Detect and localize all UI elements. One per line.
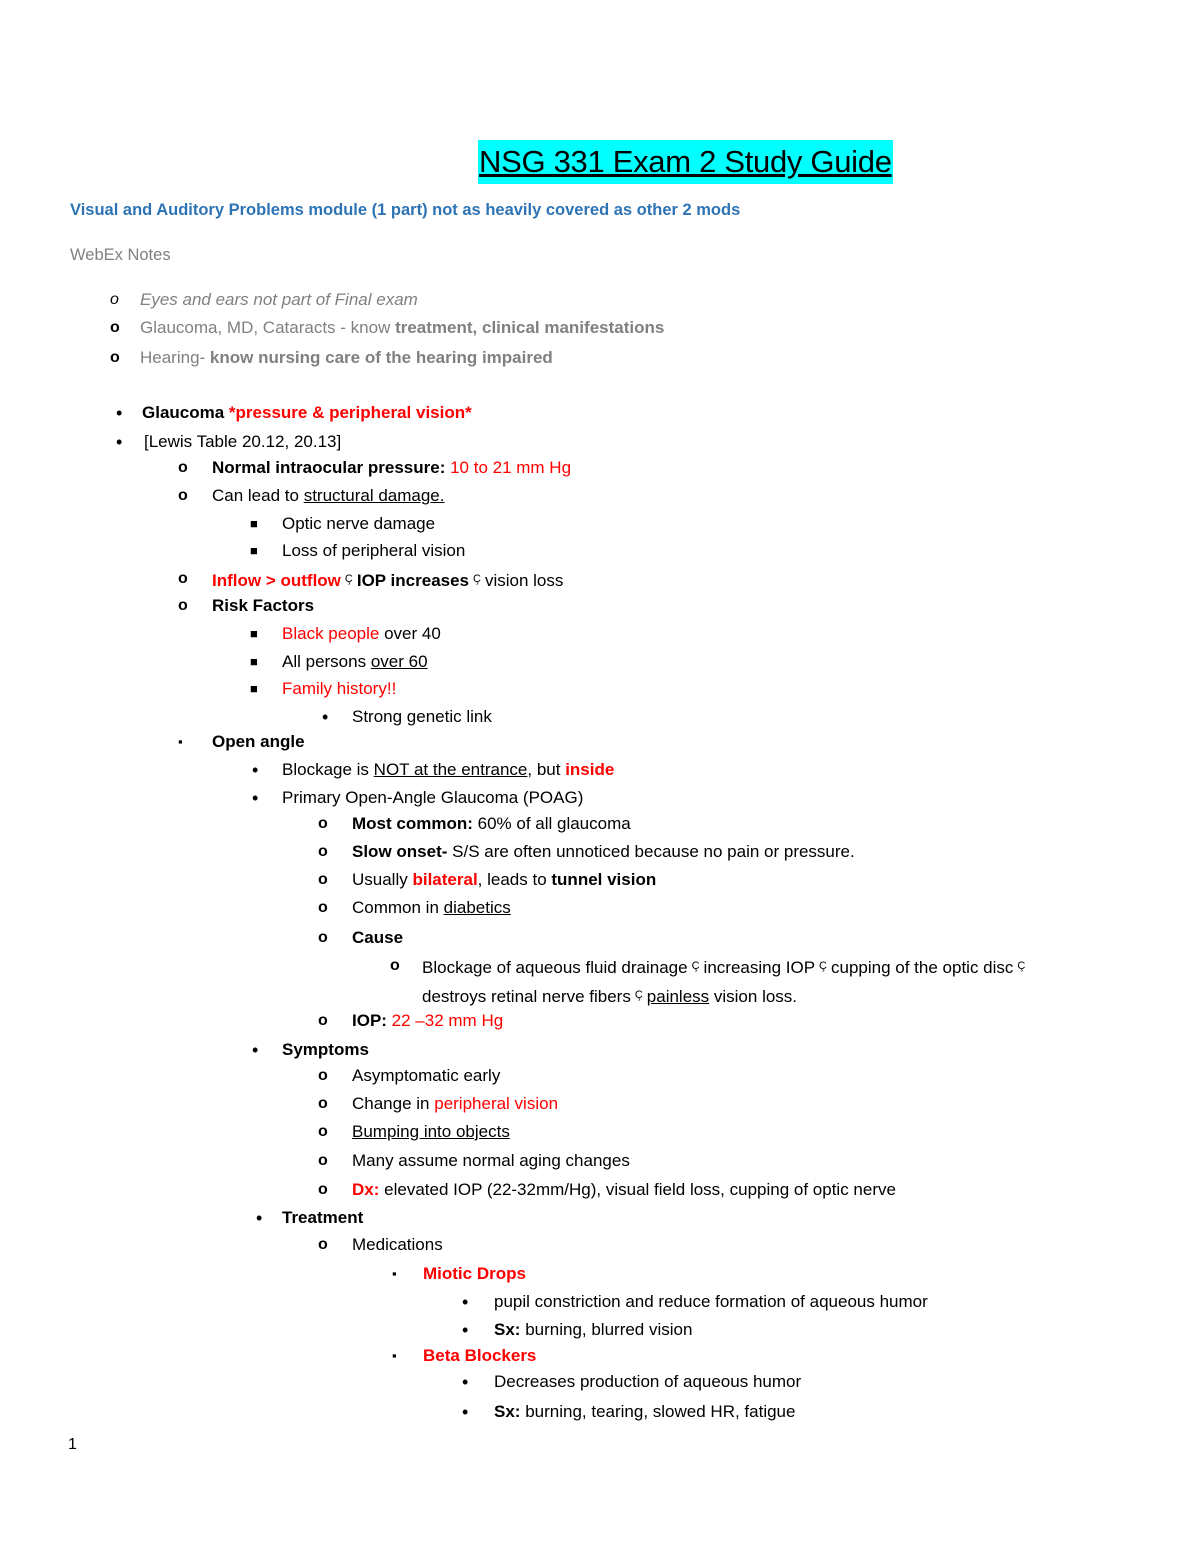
list-marker: • [462, 1402, 469, 1422]
list-marker: • [252, 760, 259, 780]
list-item: Black people over 40 [282, 624, 441, 643]
list-item: Slow onset- S/S are often unnoticed because no pain or pressure. [352, 842, 855, 861]
list-marker: o [390, 957, 400, 974]
list-item: IOP: 22 –32 mm Hg [352, 1011, 504, 1030]
list-marker: o [318, 871, 328, 888]
list-item: Hearing- know nursing care of the hearing impaired [140, 348, 553, 367]
list-marker: • [322, 707, 329, 727]
list-item: Primary Open-Angle Glaucoma (POAG) [282, 788, 584, 807]
list-marker: ▪ [392, 1266, 397, 1281]
page-number: 1 [68, 1436, 77, 1453]
list-item: pupil constriction and reduce formation of aqueous humor [494, 1292, 928, 1311]
list-item: Blockage is NOT at the entrance, but inside [282, 760, 615, 779]
list-item: Eyes and ears not part of Final exam [140, 290, 418, 309]
list-marker: o [318, 815, 328, 832]
list-marker: o [318, 929, 328, 946]
list-marker: o [318, 1236, 328, 1253]
list-marker: • [462, 1292, 469, 1312]
list-item: Open angle [212, 732, 305, 751]
list-item: Glaucoma, MD, Cataracts - know treatment, clinical manifestations [140, 318, 665, 337]
list-item: Loss of peripheral vision [282, 541, 466, 560]
list-item: Usually bilateral, leads to tunnel vision [352, 870, 657, 889]
arrow-icon: Ç [634, 989, 643, 1001]
list-item: Sx: burning, blurred vision [494, 1320, 693, 1339]
list-marker: o [318, 1123, 328, 1140]
list-marker: • [252, 1040, 259, 1060]
list-marker: • [252, 788, 259, 808]
webex-heading: WebEx Notes [70, 246, 171, 264]
list-item: Normal intraocular pressure: 10 to 21 mm Hg [212, 458, 572, 477]
list-item: Strong genetic link [352, 707, 492, 726]
list-item: Family history!! [282, 679, 397, 698]
list-marker: o [178, 597, 188, 614]
arrow-icon: Ç [819, 960, 827, 972]
list-marker: • [116, 403, 123, 423]
list-item: Miotic Drops [423, 1264, 526, 1283]
arrow-icon: Ç [344, 573, 353, 585]
list-marker: o [178, 459, 188, 476]
list-marker: ■ [250, 543, 258, 558]
list-marker: o [110, 291, 119, 308]
list-marker: • [462, 1320, 469, 1340]
list-marker: o [178, 487, 188, 504]
arrow-icon: Ç [1017, 960, 1026, 972]
list-item: Most common: 60% of all glaucoma [352, 814, 631, 833]
list-item: Decreases production of aqueous humor [494, 1372, 802, 1391]
list-marker: o [318, 1181, 328, 1198]
list-marker: • [256, 1208, 263, 1228]
list-marker: o [318, 1067, 328, 1084]
arrow-icon: Ç [473, 573, 481, 585]
list-marker: ■ [250, 654, 258, 669]
list-item: Blockage of aqueous fluid drainage $^Ç$ increasing IOP $^Ç$ cupping of the optic disc $^Ç$ [422, 954, 1029, 980]
list-item: Change in peripheral vision [352, 1094, 559, 1113]
list-item: Can lead to structural damage. [212, 486, 445, 505]
list-marker: o [318, 1152, 328, 1169]
list-marker: o [318, 1095, 328, 1112]
list-item: Symptoms [282, 1040, 369, 1059]
list-marker: o [178, 570, 188, 587]
module-heading: Visual and Auditory Problems module (1 part) not as heavily covered as other 2 mods [70, 201, 741, 219]
list-item-continuation: destroys retinal nerve fibers $^Ç$ painless vision loss. [422, 987, 798, 1006]
list-marker: ■ [250, 516, 258, 531]
list-item: [Lewis Table 20.12, 20.13] [144, 432, 342, 451]
list-marker: o [110, 349, 120, 366]
list-item: Glaucoma *pressure & peripheral vision* [142, 403, 472, 422]
list-item: Common in diabetics [352, 898, 511, 917]
list-marker: ▪ [392, 1348, 397, 1363]
list-marker: o [318, 843, 328, 860]
list-marker: o [318, 899, 328, 916]
list-item: Medications [352, 1235, 443, 1254]
list-marker: ■ [250, 681, 258, 696]
list-marker: ■ [250, 626, 258, 641]
list-item: Cause [352, 928, 404, 947]
list-item: Beta Blockers [423, 1346, 537, 1365]
list-marker: ▪ [178, 734, 183, 749]
list-marker: o [110, 319, 120, 336]
arrow-icon: Ç [691, 960, 700, 972]
page-title: NSG 331 Exam 2 Study Guide [478, 140, 893, 184]
list-item: Dx: elevated IOP (22-32mm/Hg), visual field loss, cupping of optic nerve [352, 1180, 896, 1199]
list-marker: o [318, 1012, 328, 1029]
list-item: Optic nerve damage [282, 514, 436, 533]
list-item: Inflow > outflow $^Ç$ IOP increases $^Ç$ vision loss [212, 571, 564, 590]
list-item: Risk Factors [212, 596, 315, 615]
list-item: Treatment [282, 1208, 364, 1227]
list-item: Bumping into objects [352, 1122, 510, 1141]
list-item: Asymptomatic early [352, 1066, 501, 1085]
list-item: All persons over 60 [282, 652, 428, 671]
list-item: Many assume normal aging changes [352, 1151, 630, 1170]
list-item: Sx: burning, tearing, slowed HR, fatigue [494, 1402, 796, 1421]
list-marker: • [462, 1372, 469, 1392]
list-marker: • [116, 432, 123, 452]
